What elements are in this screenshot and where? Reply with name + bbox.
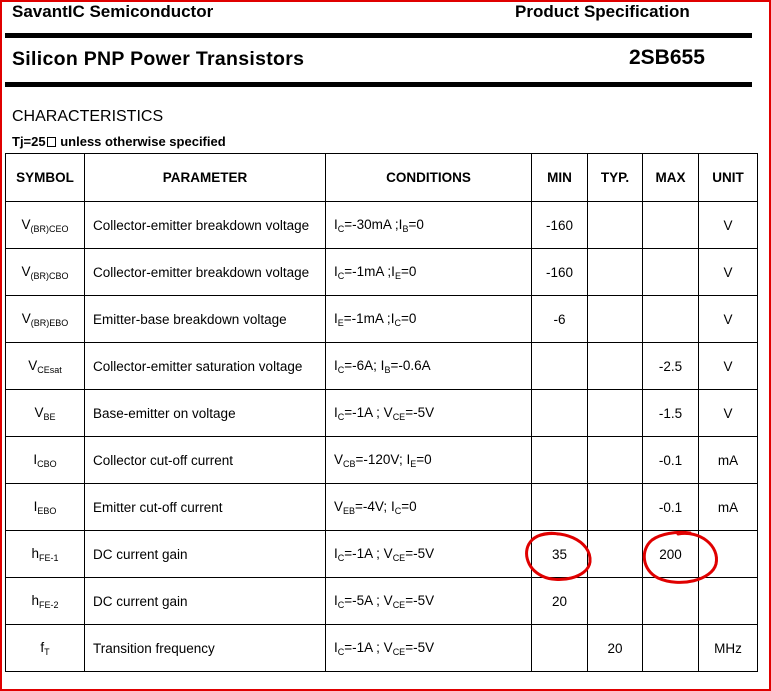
symbol-cell: $V_{(BR)CEO}$: [6, 202, 85, 249]
typ-cell: [588, 578, 643, 625]
parameter-cell: Transition frequency: [85, 625, 326, 672]
typ-cell: 20: [588, 625, 643, 672]
characteristics-table: [5, 153, 758, 672]
part-number: 2SB655: [629, 46, 705, 69]
table-row: [6, 390, 758, 437]
max-cell: -0.1: [643, 437, 699, 484]
min-cell: -160: [532, 249, 588, 296]
unit-cell: V: [699, 343, 758, 390]
max-cell: [643, 296, 699, 343]
parameter-cell: DC current gain: [85, 578, 326, 625]
conditions-cell: $I_E=-1mA$ $;I_C=0$: [326, 296, 532, 343]
symbol-cell: $V_{(BR)EBO}$: [6, 296, 85, 343]
typ-cell: [588, 202, 643, 249]
col-max: MAX: [643, 154, 699, 202]
parameter-cell: DC current gain: [85, 531, 326, 578]
test-condition-note: Tj=25 unless otherwise specified: [12, 134, 226, 149]
col-min: MIN: [532, 154, 588, 202]
table-header-row: [6, 154, 758, 202]
max-cell: -2.5: [643, 343, 699, 390]
typ-cell: [588, 531, 643, 578]
parameter-cell: Emitter cut-off current: [85, 484, 326, 531]
unit-cell: V: [699, 249, 758, 296]
symbol-cell: $h_{FE-1}$: [6, 531, 85, 578]
conditions-cell: $I_C=-1mA$ $;I_E=0$: [326, 249, 532, 296]
max-cell: -1.5: [643, 390, 699, 437]
min-cell: -160: [532, 202, 588, 249]
table-row: [6, 249, 758, 296]
unit-cell: [699, 578, 758, 625]
table-row: [6, 343, 758, 390]
section-title: CHARACTERISTICS: [12, 108, 164, 125]
col-unit: UNIT: [699, 154, 758, 202]
min-cell: 35: [532, 531, 588, 578]
table-row: [6, 578, 758, 625]
unit-cell: [699, 531, 758, 578]
max-cell: [643, 625, 699, 672]
max-cell: 200: [643, 531, 699, 578]
min-cell: -6: [532, 296, 588, 343]
symbol-cell: $h_{FE-2}$: [6, 578, 85, 625]
max-cell: -0.1: [643, 484, 699, 531]
table-row: [6, 625, 758, 672]
typ-cell: [588, 343, 643, 390]
unit-cell: MHz: [699, 625, 758, 672]
unit-cell: V: [699, 390, 758, 437]
typ-cell: [588, 249, 643, 296]
min-cell: [532, 625, 588, 672]
company-name: SavantIC Semiconductor: [12, 2, 214, 21]
col-typ: TYP.: [588, 154, 643, 202]
unit-cell: mA: [699, 437, 758, 484]
conditions-cell: $V_{EB}=-4V$; $I_C=0$: [326, 484, 532, 531]
symbol-cell: $V_{CEsat}$: [6, 343, 85, 390]
symbol-cell: $V_{(BR)CBO}$: [6, 249, 85, 296]
min-cell: [532, 484, 588, 531]
typ-cell: [588, 390, 643, 437]
conditions-cell: $I_C=-1A$ ; $V_{CE}=-5V$: [326, 625, 532, 672]
parameter-cell: Collector-emitter saturation voltage: [85, 343, 326, 390]
product-specification-label: Product Specification: [515, 2, 690, 21]
conditions-cell: $I_C=-30mA$ $;I_B=0$: [326, 202, 532, 249]
table-row: [6, 437, 758, 484]
header-rule-bottom: [5, 82, 752, 87]
header-rule-top: [5, 33, 752, 38]
col-parameter: PARAMETER: [85, 154, 326, 202]
symbol-cell: $V_{BE}$: [6, 390, 85, 437]
max-cell: [643, 249, 699, 296]
min-cell: 20: [532, 578, 588, 625]
table-row: [6, 202, 758, 249]
typ-cell: [588, 296, 643, 343]
parameter-cell: Emitter-base breakdown voltage: [85, 296, 326, 343]
conditions-cell: $I_C=-1A$ ; $V_{CE}=-5V$: [326, 390, 532, 437]
col-symbol: SYMBOL: [6, 154, 85, 202]
conditions-cell: $I_C=-5A$ ; $V_{CE}=-5V$: [326, 578, 532, 625]
min-cell: [532, 390, 588, 437]
unit-cell: V: [699, 296, 758, 343]
parameter-cell: Collector-emitter breakdown voltage: [85, 249, 326, 296]
symbol-cell: $I_{CBO}$: [6, 437, 85, 484]
conditions-cell: $I_C=-6A$; $I_B=-0.6A$: [326, 343, 532, 390]
min-cell: [532, 343, 588, 390]
conditions-cell: $V_{CB}=-120V$; $I_E=0$: [326, 437, 532, 484]
parameter-cell: Collector cut-off current: [85, 437, 326, 484]
table-row: [6, 531, 758, 578]
table-row: [6, 296, 758, 343]
typ-cell: [588, 484, 643, 531]
parameter-cell: Base-emitter on voltage: [85, 390, 326, 437]
typ-cell: [588, 437, 643, 484]
conditions-cell: $I_C=-1A$ ; $V_{CE}=-5V$: [326, 531, 532, 578]
max-cell: [643, 202, 699, 249]
col-conditions: CONDITIONS: [326, 154, 532, 202]
max-cell: [643, 578, 699, 625]
symbol-cell: $I_{EBO}$: [6, 484, 85, 531]
document-title: Silicon PNP Power Transistors: [12, 48, 305, 70]
parameter-cell: Collector-emitter breakdown voltage: [85, 202, 326, 249]
table-row: [6, 484, 758, 531]
unit-cell: mA: [699, 484, 758, 531]
min-cell: [532, 437, 588, 484]
missing-glyph-box-icon: [47, 137, 56, 147]
unit-cell: V: [699, 202, 758, 249]
symbol-cell: $f_T$: [6, 625, 85, 672]
